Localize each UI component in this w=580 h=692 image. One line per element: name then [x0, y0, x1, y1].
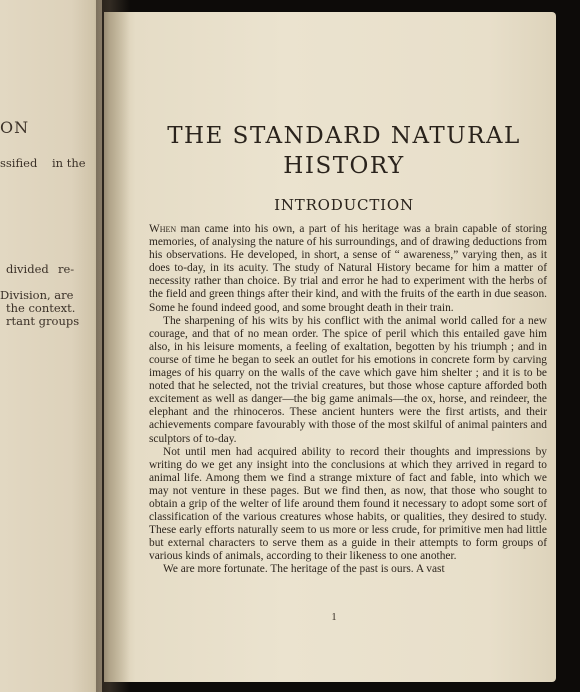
- right-page: [104, 12, 556, 682]
- left-page-line-fragment: rtant groups: [6, 314, 80, 328]
- left-page-line-fragment: in the: [52, 156, 86, 170]
- left-page-line-fragment: re-: [58, 262, 75, 276]
- book-gutter-shadow: [96, 0, 130, 692]
- body-text: [149, 223, 547, 577]
- book-title-line-1: THE STANDARD NATURAL: [167, 123, 521, 149]
- paragraph-2: The sharpening of his wits by his conflict with the animal world called for a new courage, and that of no mean order. The spice of peril which this entailed gave him also, in his leisure moments, a feeling of exaltation, begotten by his triumph ; and in course of time he began to seek an outlet for his emotions in concrete form by carving images of his quarry on the walls of the cave which gave him shelter ; and it is to be noted that he selected, not the trivial creatures, but those whose capture afforded both excitement as well as danger—the big game animals—the ox, horse, and reindeer, the elephant and the rhinoceros. These ancient hunters were the first artists, and their achievements compare favourably with those of the most skilful of animal painters and sculptors of to-day.: [149, 314, 547, 445]
- paragraph-3: Not until men had acquired ability to record their thoughts and impressions by writing do we get any insight into the conclusions at which they arrived in regard to animal life. Among them we find a strange mixture of fact and fable, into which we may not venture in these pages. But we find then, as now, that those who sought to obtain a grip of the welter of life around them found it necessary to adopt some sort of classification of the various creatures whose habits, or qualities, they desired to study. These early efforts naturally seem to us more or less crude, for primitive men had little but external characters to serve them as a guide in their attempts to form groups of various kinds of animals, according to their likeness to one another.: [149, 445, 547, 563]
- left-page-line-fragment: Division, are: [0, 288, 74, 302]
- book-title-line-2: HISTORY: [283, 153, 405, 179]
- page-number: 1: [331, 612, 337, 623]
- left-page-line-fragment: divided: [6, 262, 49, 276]
- section-heading: INTRODUCTION: [274, 196, 414, 214]
- left-page-heading-fragment: ON: [0, 118, 30, 137]
- paragraph-1-text: man came into his own, a part of his heritage was a brain capable of storing memories, of analysing the nature of his surroundings, and of drawing deductions from his observations. He developed, in short, a sense of “ awareness,” varying then, as it does to-day, in its acuity. The study of Natural History became for him a matter of necessity rather than choice. By trial and error he had to experiment with the herbs of the field and green things after their kind, and with the fruits of the earth in due season. Some he found indeed good, and some brought death in their train.: [149, 223, 547, 314]
- paragraph-4: We are more fortunate. The heritage of the past is ours. A vast: [163, 563, 445, 576]
- paragraph-1: [149, 223, 547, 315]
- left-page-line-fragment: ssified: [0, 156, 38, 170]
- opening-word: When: [149, 223, 177, 235]
- left-page-line-fragment: the context.: [6, 301, 76, 315]
- left-page: [0, 0, 102, 692]
